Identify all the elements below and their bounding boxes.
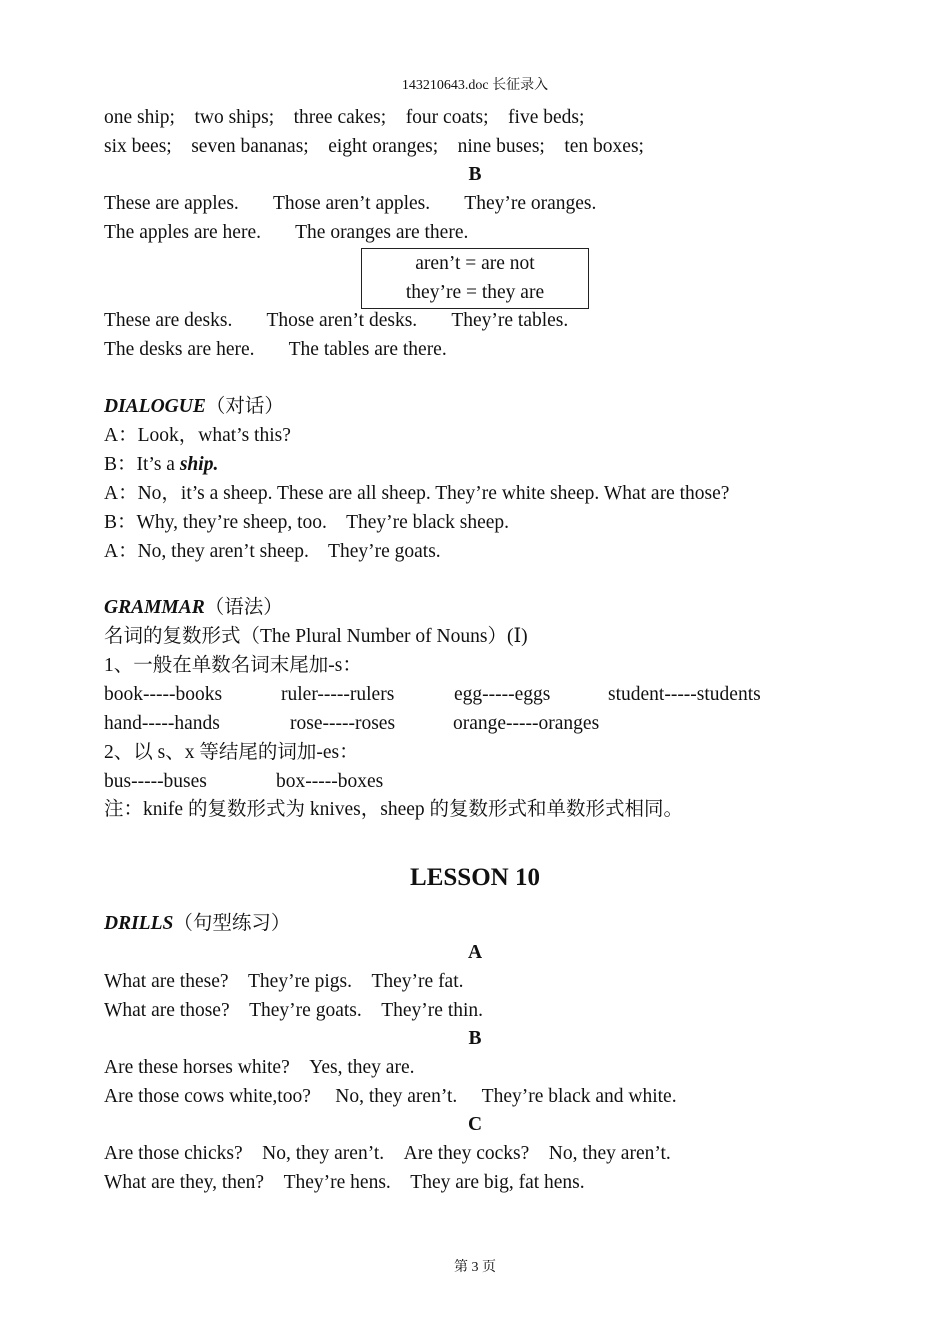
plural-row-2	[104, 136, 644, 158]
dialogue-title: DIALOGUE	[104, 396, 206, 417]
example: book-----books	[104, 684, 223, 705]
dialogue-line	[104, 483, 729, 505]
example: hand-----hands	[104, 713, 220, 734]
speaker: B：	[104, 512, 137, 533]
sentence: These are desks.	[104, 310, 233, 331]
sentence-line	[104, 193, 596, 215]
example: box-----boxes	[276, 771, 384, 792]
drills-title-cn: （句型练习）	[173, 913, 291, 934]
example: ruler-----rulers	[281, 684, 395, 705]
sentence-line	[104, 1143, 671, 1165]
sentence: The tables are there.	[288, 339, 447, 360]
page-header: 143210643.doc 长征录入	[401, 78, 549, 93]
grammar-heading	[104, 597, 283, 619]
sentence: Are they cocks?	[403, 1143, 530, 1164]
section-label-c: C	[467, 1114, 483, 1135]
grammar-note: 注：knife 的复数形式为 knives，sheep 的复数形式和单数形式相同。	[104, 799, 684, 820]
dialogue-text: No, they aren’t sheep. They’re goats.	[137, 541, 441, 562]
dialogue-line	[104, 512, 509, 534]
grammar-rule: 2、以 s、x 等结尾的词加-es：	[104, 742, 359, 763]
plural-item: two ships;	[194, 107, 275, 128]
contraction: they’re = they are	[405, 282, 545, 303]
dialogue-heading	[104, 396, 284, 418]
speaker: A：	[104, 425, 138, 446]
sentence: What are these?	[104, 971, 229, 992]
dialogue-line	[104, 454, 218, 476]
sentence: Are those cows white,too?	[104, 1086, 311, 1107]
section-label-a: A	[467, 942, 483, 963]
drills-title: DRILLS	[104, 913, 174, 934]
plural-item: nine buses;	[457, 136, 545, 157]
dialogue-line	[104, 541, 441, 563]
example: bus-----buses	[104, 771, 207, 792]
example: rose-----roses	[290, 713, 396, 734]
plural-item: five beds;	[508, 107, 585, 128]
sentence: Those aren’t apples.	[272, 193, 431, 214]
sentence-line	[104, 310, 568, 332]
contraction: aren’t = are not	[415, 253, 535, 274]
section-label-b: B	[468, 1028, 482, 1049]
sentence: They’re fat.	[371, 971, 464, 992]
plural-item: one ship;	[104, 107, 175, 128]
grammar-title: GRAMMAR	[104, 597, 205, 618]
sentence-line	[104, 339, 447, 361]
example-line	[104, 684, 761, 706]
drills-heading	[104, 913, 290, 935]
speaker: A：	[104, 541, 138, 562]
sentence: They’re pigs.	[248, 971, 352, 992]
sentence: No, they aren’t.	[262, 1143, 385, 1164]
plural-item: eight oranges;	[328, 136, 439, 157]
dialogue-text: No，it’s a sheep. These are all sheep. They’re white sheep. What are those?	[137, 483, 730, 504]
speaker: A：	[104, 483, 138, 504]
section-label-b: B	[468, 164, 482, 185]
sentence: Are these horses white?	[104, 1057, 290, 1078]
sentence-line	[104, 971, 464, 993]
example: orange-----oranges	[453, 713, 600, 734]
contraction-box	[361, 248, 589, 309]
lesson-title: LESSON 10	[410, 864, 540, 891]
sentence: They’re oranges.	[464, 193, 597, 214]
sentence: Are those chicks?	[104, 1143, 243, 1164]
sentence: No, they aren’t.	[335, 1086, 458, 1107]
plural-item: seven bananas;	[191, 136, 309, 157]
plural-item: six bees;	[104, 136, 172, 157]
sentence-line	[104, 1000, 483, 1022]
sentence: No, they aren’t.	[548, 1143, 671, 1164]
dialogue-text: Look，what’s this?	[137, 425, 291, 446]
sentence-line	[104, 222, 468, 244]
example: student-----students	[608, 684, 761, 705]
dialogue-text: It’s a	[136, 454, 180, 475]
plural-item: four coats;	[405, 107, 489, 128]
example-line	[104, 771, 383, 793]
sentence: What are those?	[104, 1000, 230, 1021]
sentence-line	[104, 1057, 415, 1079]
sentence: The oranges are there.	[295, 222, 469, 243]
dialogue-title-cn: （对话）	[205, 396, 284, 417]
plural-item: ten boxes;	[564, 136, 644, 157]
sentence: They’re tables.	[451, 310, 569, 331]
sentence: They are big, fat hens.	[410, 1172, 585, 1193]
plural-row-1	[104, 107, 584, 129]
grammar-title-cn: （语法）	[204, 597, 283, 618]
grammar-rule: 1、一般在单数名词末尾加-s：	[104, 655, 362, 676]
example: egg-----eggs	[454, 684, 551, 705]
sentence: They’re thin.	[381, 1000, 484, 1021]
sentence-line	[104, 1086, 677, 1108]
sentence: Those aren’t desks.	[266, 310, 418, 331]
sentence: They’re black and white.	[481, 1086, 677, 1107]
sentence: They’re goats.	[249, 1000, 362, 1021]
sentence: The apples are here.	[104, 222, 261, 243]
page-footer: 第 3 页	[454, 1260, 496, 1275]
sentence: The desks are here.	[104, 339, 255, 360]
speaker: B：	[104, 454, 137, 475]
dialogue-line	[104, 425, 291, 447]
grammar-subtitle: 名词的复数形式（The Plural Number of Nouns）(Ⅰ)	[104, 626, 528, 647]
dialogue-text: Why, they’re sheep, too. They’re black sheep.	[136, 512, 510, 533]
example-line	[104, 713, 599, 735]
sentence-line	[104, 1172, 585, 1194]
plural-item: three cakes;	[293, 107, 387, 128]
sentence: What are they, then?	[104, 1172, 265, 1193]
sentence: These are apples.	[104, 193, 239, 214]
emphasis: ship.	[179, 454, 219, 475]
sentence: Yes, they are.	[309, 1057, 415, 1078]
sentence: They’re hens.	[283, 1172, 391, 1193]
